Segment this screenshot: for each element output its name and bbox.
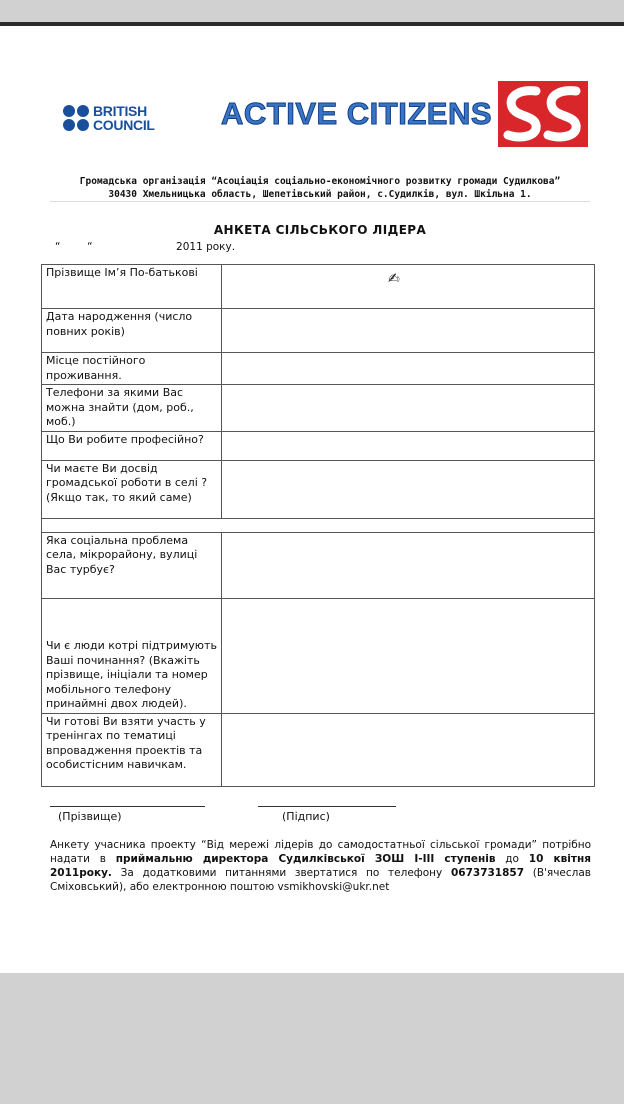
date-line: “ “ 2011 року. xyxy=(55,241,236,253)
residence-field[interactable] xyxy=(222,353,595,385)
occupation-field[interactable] xyxy=(222,431,595,460)
row-label: Телефони за якими Вас можна знайти (дом, роб., моб.) xyxy=(42,385,222,432)
signature-pen-icon: ✍ xyxy=(388,271,400,287)
training-readiness-field[interactable] xyxy=(222,713,595,786)
table-row xyxy=(42,598,595,713)
spacer-row xyxy=(42,518,595,532)
community-experience-field[interactable] xyxy=(222,460,595,518)
table-row xyxy=(42,431,595,460)
name-field[interactable] xyxy=(222,265,595,309)
row-label: Чи готові Ви взяти участь у тренінгах по тематиці впровадження проектів та особистісним навичкам. xyxy=(42,713,222,786)
birth-date-field[interactable] xyxy=(222,309,595,353)
note-bold-deadline: 10 квітня 2011року. xyxy=(50,853,591,879)
note-bold-phone: 0673731857 xyxy=(450,867,525,879)
table-row xyxy=(42,309,595,353)
row-label: Дата народження (число повних років) xyxy=(42,309,222,353)
ss-logo-icon xyxy=(498,81,588,147)
organization-header xyxy=(40,175,600,201)
viewer-bottom-area xyxy=(0,973,624,1104)
note-text: Анкету учасника проекту “Від мережі лідерів до самодостатньої сільської громади” потрібно надати в xyxy=(50,839,591,865)
organization-address: 30430 Хмельницька область, Шепетівський район, с.Судилків, вул. Шкільна 1. xyxy=(108,189,532,200)
table-row xyxy=(42,532,595,598)
note-text: до xyxy=(495,853,529,865)
row-label: Чи є люди котрі підтримують Ваші починання? (Вкажіть прізвище, ініціали та номер мобільного телефону принаймні двох людей). xyxy=(42,598,222,713)
header-divider xyxy=(50,201,590,202)
note-bold-location: приймальню директора Судилківської ЗОШ І-ІІІ ступенів xyxy=(115,853,496,865)
row-label: Місце постійного проживання. xyxy=(42,353,222,385)
table-row xyxy=(42,518,595,532)
supporters-field[interactable] xyxy=(222,598,595,713)
british-council-line1: BRITISH xyxy=(93,103,147,119)
signature-label: (Підпис) xyxy=(282,810,330,823)
signature-line[interactable] xyxy=(258,806,396,807)
surname-label: (Прізвище) xyxy=(58,810,122,823)
table-row xyxy=(42,265,595,309)
phones-field[interactable] xyxy=(222,385,595,432)
active-citizens-logo: ACTIVE CITIZENS xyxy=(221,96,493,131)
submission-note xyxy=(50,838,591,894)
note-text: (В'ячеслав Сміховський), або електронною поштою vsmikhovski@ukr.net xyxy=(50,867,591,893)
row-label: Чи маєте Ви досвід громадської роботи в селі ?(Якщо так, то який саме) xyxy=(42,460,222,518)
row-label: Що Ви робите професійно? xyxy=(42,431,222,460)
note-text: За додатковими питаннями звертатися по телефону xyxy=(111,867,451,879)
row-label: Яка соціальна проблема села, мікрорайону, вулиці Вас турбує? xyxy=(42,532,222,598)
form-title: АНКЕТА СІЛЬСЬКОГО ЛІДЕРА xyxy=(213,223,427,237)
british-council-dots-icon xyxy=(63,104,91,132)
surname-signature-line[interactable] xyxy=(50,806,205,807)
organization-name: Громадська організація “Асоціація соціально-економічного розвитку громади Судилкова” xyxy=(79,176,561,187)
questionnaire-table xyxy=(41,264,595,787)
british-council-logo xyxy=(63,104,163,136)
social-problem-field[interactable] xyxy=(222,532,595,598)
table-row xyxy=(42,713,595,786)
table-row xyxy=(42,385,595,432)
british-council-line2: COUNCIL xyxy=(93,117,155,133)
viewer-top-bar xyxy=(0,0,624,22)
table-row xyxy=(42,353,595,385)
table-row xyxy=(42,460,595,518)
row-label: Прізвище Ім’я По-батькові xyxy=(42,265,222,309)
